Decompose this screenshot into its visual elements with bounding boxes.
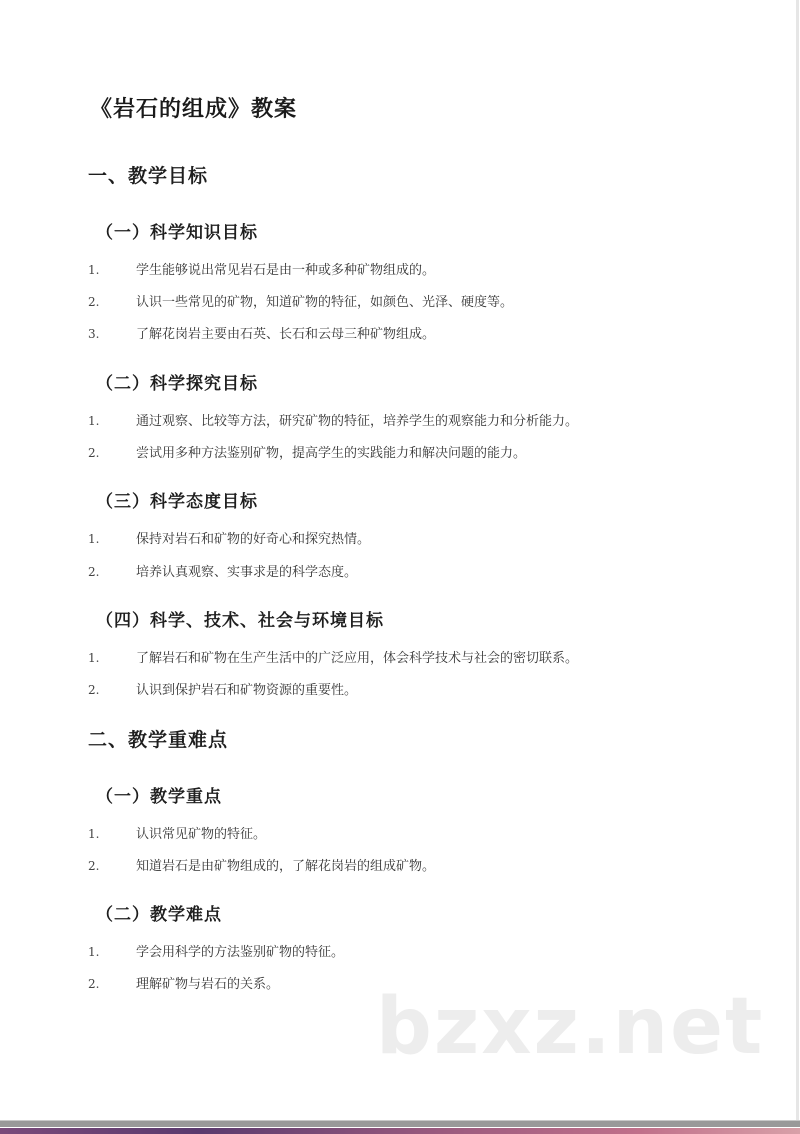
subsection-heading-difficulty: （二）教学难点 [96, 905, 222, 925]
subsection-heading-stse: （四）科学、技术、社会与环境目标 [96, 611, 384, 631]
list-number: 1. [88, 651, 100, 665]
list-item [88, 825, 266, 843]
list-number: 2. [88, 295, 100, 309]
list-item [88, 530, 370, 548]
list-text: 认识到保护岩石和矿物资源的重要性。 [136, 683, 358, 698]
list-text: 尝试用多种方法鉴别矿物，提高学生的实践能力和解决问题的能力。 [136, 446, 527, 461]
section-heading-objectives: 一、教学目标 [88, 165, 209, 187]
subsection-heading-attitude: （三）科学态度目标 [96, 492, 258, 512]
list-item [88, 412, 578, 430]
list-number: 2. [88, 977, 100, 991]
list-number: 1. [88, 263, 100, 277]
list-number: 2. [88, 446, 100, 460]
list-item [88, 261, 435, 279]
list-text: 学生能够说出常见岩石是由一种或多种矿物组成的。 [136, 263, 436, 278]
list-item [88, 444, 526, 462]
list-number: 2. [88, 859, 100, 873]
desktop-background-strip [0, 1128, 800, 1134]
list-number: 1. [88, 414, 100, 428]
list-text: 通过观察、比较等方法，研究矿物的特征，培养学生的观察能力和分析能力。 [136, 414, 579, 429]
subsection-heading-knowledge: （一）科学知识目标 [96, 223, 258, 243]
list-text: 认识常见矿物的特征。 [136, 827, 267, 842]
list-item [88, 325, 435, 343]
list-text: 认识一些常见的矿物，知道矿物的特征，如颜色、光泽、硬度等。 [136, 295, 514, 310]
list-item [88, 563, 357, 581]
document-title: 《岩石的组成》教案 [90, 97, 298, 122]
list-number: 1. [88, 532, 100, 546]
list-text: 学会用科学的方法鉴别矿物的特征。 [136, 945, 345, 960]
list-text: 保持对岩石和矿物的好奇心和探究热情。 [136, 532, 371, 547]
list-item [88, 649, 578, 667]
horizontal-scrollbar[interactable] [0, 1120, 800, 1127]
list-number: 1. [88, 827, 100, 841]
list-text: 了解岩石和矿物在生产生活中的广泛应用，体会科学技术与社会的密切联系。 [136, 651, 579, 666]
list-number: 2. [88, 683, 100, 697]
list-text: 知道岩石是由矿物组成的，了解花岗岩的组成矿物。 [136, 859, 436, 874]
subsection-heading-focus: （一）教学重点 [96, 787, 222, 807]
list-text: 理解矿物与岩石的关系。 [136, 977, 280, 992]
list-number: 2. [88, 565, 100, 579]
list-text: 了解花岗岩主要由石英、长石和云母三种矿物组成。 [136, 327, 436, 342]
list-number: 1. [88, 945, 100, 959]
watermark: bzxz.net [376, 982, 765, 1072]
list-item [88, 857, 435, 875]
list-number: 3. [88, 327, 100, 341]
section-heading-key-points: 二、教学重难点 [88, 729, 229, 751]
list-item [88, 293, 513, 311]
list-item [88, 975, 279, 993]
list-item [88, 943, 344, 961]
list-item [88, 681, 357, 699]
subsection-heading-inquiry: （二）科学探究目标 [96, 374, 258, 394]
list-text: 培养认真观察、实事求是的科学态度。 [136, 565, 358, 580]
